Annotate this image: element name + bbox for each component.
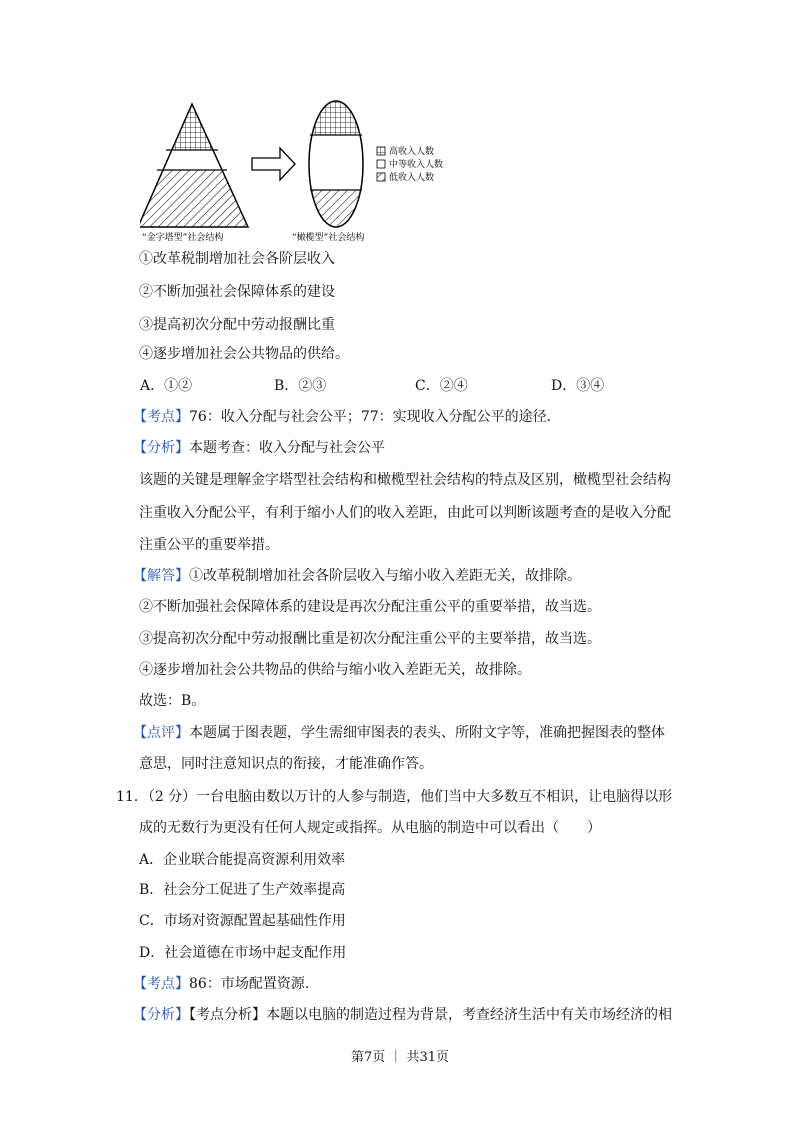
fenxi-line-1: 该题的关键是理解金字塔型社会结构和橄榄型社会结构的特点及区别，橄榄型社会结构 — [139, 472, 671, 488]
jieda-line-4: ④逐步增加社会公共物品的供给与缩小收入差距无关，故排除。 — [139, 662, 531, 678]
jieda-tag: 【解答】 — [133, 568, 189, 584]
q10-option-c: C．②④ — [415, 378, 468, 394]
kaodian-tag: 【考点】 — [133, 409, 189, 425]
dianping-line-2: 意思，同时注意知识点的衔接，才能准确作答。 — [139, 756, 433, 772]
social-structure-figure — [140, 92, 480, 242]
dianping-line-1: 本题属于图表题，学生需细审图表的表头、所附文字等，准确把握图表的整体 — [189, 725, 665, 741]
q11-kaodian-tag: 【考点】 — [133, 976, 189, 992]
q10-item-2: ②不断加强社会保障体系的建设 — [139, 284, 335, 300]
jieda-line-3: ③提高初次分配中劳动报酬比重是初次分配注重公平的主要举措，故当选。 — [139, 631, 601, 647]
jieda-line-2: ②不断加强社会保障体系的建设是再次分配注重公平的重要举措，故当选。 — [139, 599, 601, 615]
pyramid-diagram — [140, 102, 255, 230]
q11-fenxi-tag: 【分析】 — [133, 1007, 189, 1023]
q11-stem-line-2: 成的无数行为更没有任何人规定或指挥。从电脑的制造中可以看出（ ） — [139, 820, 601, 836]
legend-middle: 中等收入人数 — [389, 160, 444, 170]
q11-option-a: A．企业联合能提高资源利用效率 — [139, 852, 346, 868]
q10-fenxi — [133, 438, 385, 458]
fenxi-text: 本题考查：收入分配与社会公平 — [189, 440, 385, 456]
q10-jieda — [133, 566, 581, 586]
dianping-tag: 【点评】 — [133, 725, 189, 741]
jieda-line-1: ①改革税制增加社会各阶层收入与缩小收入差距无关，故排除。 — [189, 568, 581, 584]
q11-option-c: C．市场对资源配置起基础性作用 — [139, 913, 346, 929]
fenxi-line-2: 注重收入分配公平，有利于缩小人们的收入差距，由此可以判断该题考查的是收入分配 — [139, 505, 671, 521]
kaodian-text: 76：收入分配与社会公平；77：实现收入分配公平的途径. — [189, 409, 552, 425]
olive-caption: “橄榄型”社会结构 — [292, 233, 365, 242]
arrow-right-icon — [252, 148, 295, 180]
q10-item-3: ③提高初次分配中劳动报酬比重 — [139, 317, 335, 333]
legend-low: 低收入人数 — [389, 173, 435, 183]
page-footer: 第7页 ｜ 共31页 — [350, 1050, 450, 1065]
q10-option-d: D．③④ — [551, 378, 605, 394]
q11-fenxi-text: 本题以电脑的制造过程为背景，考查经济生活中有关市场经济的相 — [266, 1007, 672, 1023]
fenxi-line-3: 注重公平的重要举措。 — [139, 537, 279, 553]
q10-item-1: ①改革税制增加社会各阶层收入 — [139, 251, 335, 267]
fenxi-tag: 【分析】 — [133, 440, 189, 456]
q11-stem-line-1: 11．（2 分）一台电脑由数以万计的人参与制造，他们当中大多数互不相识，让电脑得以形 — [116, 789, 673, 805]
legend — [377, 145, 443, 183]
q10-answer: 故选：B。 — [139, 693, 206, 709]
q10-dianping — [133, 723, 665, 743]
q10-item-4: ④逐步增加社会公共物品的供给。 — [139, 346, 349, 362]
legend-high: 高收入人数 — [389, 147, 435, 157]
q10-kaodian — [133, 407, 551, 427]
pyramid-caption: “金字塔型”社会结构 — [142, 233, 224, 242]
olive-diagram — [305, 97, 370, 230]
q10-option-b: B．②③ — [274, 378, 327, 394]
q11-fenxi — [133, 1005, 672, 1025]
q11-option-d: D．社会道德在市场中起支配作用 — [139, 945, 347, 961]
q11-kaodian — [133, 974, 309, 994]
q11-fenxi-subtag: 【考点分析】 — [189, 1007, 266, 1023]
q10-option-a: A．①② — [140, 378, 193, 394]
q11-option-b: B．社会分工促进了生产效率提高 — [139, 882, 346, 898]
q11-kaodian-text: 86：市场配置资源. — [189, 976, 310, 992]
